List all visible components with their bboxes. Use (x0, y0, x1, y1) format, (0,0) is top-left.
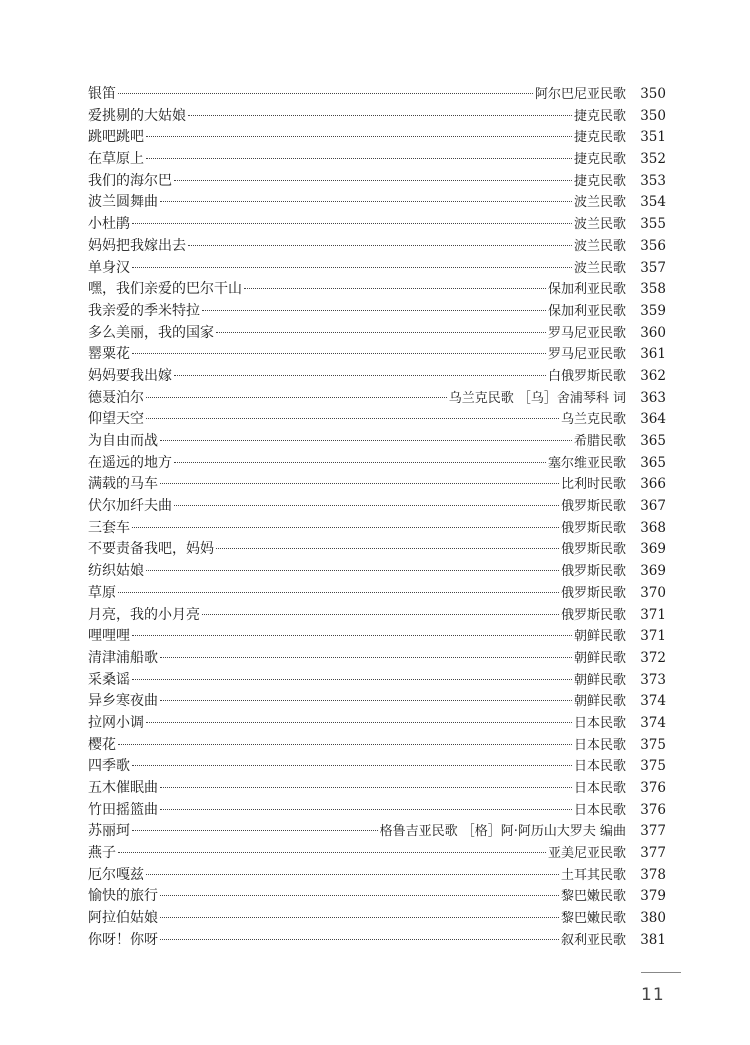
toc-entry-page: 381 (640, 931, 666, 948)
toc-entry-source: 土耳其民歌 (560, 867, 626, 883)
toc-entry-title: 妈妈要我出嫁 (88, 367, 172, 384)
toc-entry-source: 希腊民歌 (573, 434, 626, 449)
toc-entry (88, 626, 666, 648)
toc-entry-title: 爱挑剔的大姑娘 (88, 107, 186, 124)
toc-entry-title: 苏丽珂 (88, 823, 130, 840)
toc-entry-page: 352 (640, 151, 666, 168)
toc-entry-source: 黎巴嫩民歌 (560, 911, 626, 927)
toc-entry-source: 阿尔巴尼亚民歌 (534, 87, 626, 102)
toc-entry-page: 355 (640, 216, 666, 233)
dot-leader (118, 852, 546, 853)
toc-entry (88, 236, 666, 258)
toc-entry-page: 376 (640, 801, 666, 818)
toc-entry-page: 375 (640, 736, 666, 753)
toc-entry (88, 192, 666, 214)
toc-entry-source: 捷克民歌 (573, 152, 626, 168)
toc-entry-page: 354 (640, 194, 666, 211)
toc-entry-page: 359 (640, 302, 666, 319)
toc-entry-source: 波兰民歌 (573, 217, 626, 233)
page-number: 11 (641, 985, 665, 1005)
toc-entry-source: 格鲁吉亚民歌 ［格］阿·阿历山大罗夫 编曲 (379, 824, 626, 840)
dot-leader (188, 115, 572, 116)
toc-entry (88, 821, 666, 843)
toc-entry (88, 431, 666, 453)
toc-entry-source: 俄罗斯民歌 (560, 607, 626, 623)
toc-entry-title: 多么美丽，我的国家 (88, 324, 214, 341)
dot-leader (118, 744, 572, 745)
toc-entry-title: 五木催眠曲 (88, 780, 158, 796)
dot-leader (132, 353, 546, 354)
toc-entry (88, 171, 666, 193)
toc-entry-page: 380 (640, 910, 666, 927)
toc-entry (88, 258, 666, 280)
toc-entry (88, 756, 666, 778)
toc-entry (88, 453, 666, 475)
toc-entry-title: 哩哩哩 (88, 628, 130, 645)
toc-entry-source: 朝鲜民歌 (573, 650, 626, 666)
toc-entry-page: 377 (640, 823, 666, 840)
toc-entry-page: 357 (640, 259, 666, 276)
toc-entry-title: 异乡寒夜曲 (88, 693, 158, 710)
toc-entry-source: 波兰民歌 (573, 195, 626, 211)
toc-entry-source: 塞尔维亚民歌 (547, 455, 626, 471)
toc-entry (88, 409, 666, 431)
toc-entry-page: 361 (640, 346, 666, 363)
toc-entry-source: 波兰民歌 (573, 238, 626, 254)
toc-entry-page: 365 (640, 454, 666, 471)
toc-entry-title: 不要责备我吧，妈妈 (88, 541, 214, 558)
dot-leader (160, 787, 572, 788)
dot-leader (146, 136, 572, 137)
toc-entry-page: 350 (640, 86, 666, 102)
toc-entry-title: 在草原上 (88, 151, 144, 168)
toc-entry (88, 279, 666, 301)
toc-entry-page: 358 (640, 281, 666, 298)
toc-entry-page: 369 (640, 563, 666, 580)
dot-leader (174, 180, 572, 181)
toc-entry-title: 波兰圆舞曲 (88, 194, 158, 211)
table-of-contents (88, 84, 666, 952)
dot-leader (132, 223, 572, 224)
toc-entry (88, 930, 666, 952)
toc-entry-source: 捷克民歌 (573, 173, 626, 189)
dot-leader (160, 657, 572, 658)
toc-entry (88, 106, 666, 128)
toc-entry-page: 367 (640, 498, 666, 515)
toc-entry-title: 罂粟花 (88, 346, 130, 363)
toc-entry-page: 369 (640, 541, 666, 558)
toc-entry-page: 377 (640, 845, 666, 862)
dot-leader (160, 917, 559, 918)
toc-entry-title: 单身汉 (88, 259, 130, 276)
toc-entry-title: 清津浦船歌 (88, 649, 158, 666)
dot-leader (132, 527, 559, 528)
toc-entry-page: 364 (640, 411, 666, 428)
toc-entry-source: 日本民歌 (573, 737, 626, 753)
toc-entry-page: 372 (640, 649, 666, 666)
dot-leader (146, 397, 447, 398)
toc-entry-title: 伏尔加纤夫曲 (88, 498, 172, 515)
toc-entry-page: 365 (640, 433, 666, 449)
toc-entry-page: 373 (640, 671, 666, 688)
toc-entry-title: 四季歌 (88, 758, 130, 775)
toc-entry-page: 368 (640, 519, 666, 536)
toc-entry-page: 371 (640, 606, 666, 623)
toc-entry-title: 纺织姑娘 (88, 563, 144, 580)
dot-leader (160, 809, 572, 810)
dot-leader (174, 375, 546, 376)
toc-entry-source: 俄罗斯民歌 (560, 585, 626, 601)
dot-leader (146, 158, 572, 159)
toc-entry-page: 374 (640, 714, 666, 731)
toc-entry (88, 843, 666, 865)
toc-entry (88, 323, 666, 345)
toc-entry-source: 乌兰克民歌 ［乌］舍浦琴科 词 (448, 390, 626, 406)
dot-leader (160, 440, 572, 441)
toc-entry-title: 采桑谣 (88, 671, 130, 688)
toc-entry-title: 你呀！你呀 (88, 931, 158, 948)
toc-entry-page: 353 (640, 172, 666, 189)
toc-entry-title: 德聂泊尔 (88, 389, 144, 406)
toc-entry-source: 保加利亚民歌 (547, 303, 626, 319)
toc-entry-source: 朝鲜民歌 (573, 672, 626, 688)
toc-entry-source: 比利时民歌 (560, 477, 626, 493)
toc-entry-title: 拉网小调 (88, 714, 144, 731)
toc-entry (88, 713, 666, 735)
toc-entry-page: 360 (640, 324, 666, 341)
toc-entry-source: 俄罗斯民歌 (560, 499, 626, 515)
toc-entry-source: 乌兰克民歌 (560, 412, 626, 428)
dot-leader (174, 505, 559, 506)
toc-entry-source: 日本民歌 (573, 715, 626, 731)
toc-entry (88, 735, 666, 757)
toc-entry-source: 保加利亚民歌 (547, 282, 626, 298)
dot-leader (202, 614, 559, 615)
toc-entry-title: 我们的海尔巴 (88, 172, 172, 189)
toc-entry-source: 日本民歌 (573, 781, 626, 796)
toc-entry-source: 波兰民歌 (573, 260, 626, 276)
toc-entry (88, 388, 666, 410)
toc-entry (88, 583, 666, 605)
toc-entry (88, 214, 666, 236)
toc-entry-source: 罗马尼亚民歌 (547, 325, 626, 341)
toc-entry-page: 374 (640, 693, 666, 710)
toc-entry-source: 叙利亚民歌 (560, 932, 626, 948)
toc-entry-page: 370 (640, 584, 666, 601)
toc-entry-page: 376 (640, 780, 666, 796)
dot-leader (160, 700, 572, 701)
toc-entry-title: 我亲爱的季米特拉 (88, 302, 200, 319)
dot-leader (146, 418, 559, 419)
toc-entry (88, 84, 666, 106)
toc-entry (88, 518, 666, 540)
toc-entry (88, 800, 666, 822)
toc-entry-source: 黎巴嫩民歌 (560, 889, 626, 905)
dot-leader (216, 548, 559, 549)
toc-entry-title: 小杜鹃 (88, 216, 130, 233)
toc-entry-title: 樱花 (88, 736, 116, 753)
toc-entry-title: 跳吧跳吧 (88, 129, 144, 146)
toc-entry-page: 379 (640, 888, 666, 905)
toc-entry-source: 捷克民歌 (573, 108, 626, 124)
toc-entry-page: 378 (640, 866, 666, 883)
dot-leader (188, 245, 572, 246)
toc-entry (88, 127, 666, 149)
toc-entry-page: 351 (640, 129, 666, 146)
toc-entry-title: 妈妈把我嫁出去 (88, 237, 186, 254)
toc-entry-title: 嘿，我们亲爱的巴尔干山 (88, 281, 242, 298)
toc-entry-title: 满载的马车 (88, 476, 158, 493)
toc-entry-source: 日本民歌 (573, 759, 626, 775)
toc-entry (88, 366, 666, 388)
toc-entry-source: 罗马尼亚民歌 (547, 347, 626, 363)
toc-entry-title: 燕子 (88, 845, 116, 862)
dot-leader (118, 592, 559, 593)
dot-leader (132, 830, 378, 831)
toc-entry (88, 496, 666, 518)
toc-entry-source: 朝鲜民歌 (573, 694, 626, 710)
dot-leader (174, 462, 546, 463)
dot-leader (202, 310, 546, 311)
toc-entry-source: 白俄罗斯民歌 (547, 368, 626, 384)
toc-entry-title: 愉快的旅行 (88, 888, 158, 905)
dot-leader (146, 570, 559, 571)
toc-entry (88, 344, 666, 366)
dot-leader (244, 288, 546, 289)
toc-entry (88, 670, 666, 692)
toc-entry (88, 691, 666, 713)
dot-leader (160, 483, 559, 484)
dot-leader (216, 332, 546, 333)
toc-entry (88, 149, 666, 171)
dot-leader (132, 267, 572, 268)
toc-entry-page: 350 (640, 107, 666, 124)
toc-entry-source: 俄罗斯民歌 (560, 564, 626, 580)
dot-leader (132, 679, 572, 680)
toc-entry-title: 厄尔嘎兹 (88, 866, 144, 883)
folio-rule (641, 972, 681, 973)
dot-leader (146, 722, 572, 723)
toc-entry-page: 356 (640, 237, 666, 254)
toc-entry (88, 301, 666, 323)
dot-leader (146, 874, 559, 875)
toc-entry-page: 363 (640, 389, 666, 406)
toc-entry (88, 605, 666, 627)
toc-entry-title: 草原 (88, 584, 116, 601)
toc-entry (88, 561, 666, 583)
toc-entry-title: 银笛 (88, 86, 116, 102)
dot-leader (118, 93, 533, 94)
toc-entry (88, 474, 666, 496)
dot-leader (132, 765, 572, 766)
dot-leader (160, 201, 572, 202)
toc-entry-page: 371 (640, 628, 666, 645)
dot-leader (160, 939, 559, 940)
toc-entry (88, 778, 666, 800)
toc-entry-source: 俄罗斯民歌 (560, 520, 626, 536)
toc-entry-title: 在遥远的地方 (88, 454, 172, 471)
toc-entry-title: 三套车 (88, 519, 130, 536)
toc-entry-title: 竹田摇篮曲 (88, 801, 158, 818)
toc-entry-title: 仰望天空 (88, 411, 144, 428)
toc-entry (88, 648, 666, 670)
toc-entry (88, 886, 666, 908)
toc-entry-title: 月亮，我的小月亮 (88, 606, 200, 623)
toc-entry-page: 362 (640, 367, 666, 384)
toc-entry-title: 为自由而战 (88, 433, 158, 449)
toc-entry-source: 俄罗斯民歌 (560, 542, 626, 558)
toc-entry (88, 539, 666, 561)
toc-entry-source: 朝鲜民歌 (573, 629, 626, 645)
dot-leader (160, 895, 559, 896)
toc-entry (88, 908, 666, 930)
toc-entry-source: 日本民歌 (573, 802, 626, 818)
toc-entry-source: 捷克民歌 (573, 130, 626, 146)
toc-entry-source: 亚美尼亚民歌 (547, 846, 626, 862)
toc-entry-title: 阿拉伯姑娘 (88, 910, 158, 927)
dot-leader (132, 635, 572, 636)
toc-entry-page: 366 (640, 476, 666, 493)
toc-entry-page: 375 (640, 758, 666, 775)
toc-entry (88, 865, 666, 887)
